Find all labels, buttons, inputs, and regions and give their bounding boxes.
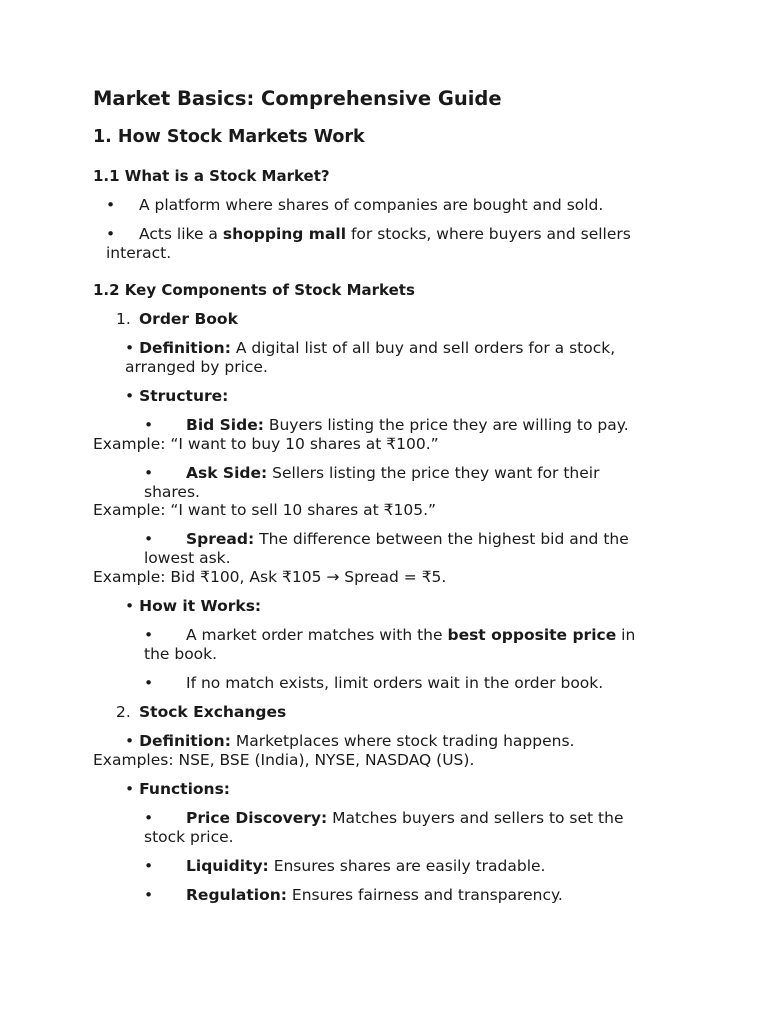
list-item-title: Order Book [139, 310, 238, 328]
list-item: A platform where shares of companies are bought and sold. [139, 196, 604, 214]
list-item: • Definition: A digital list of all buy and sell orders for a stock, [125, 339, 616, 357]
bullet: • [144, 857, 154, 875]
list-item-title: Stock Exchanges [139, 703, 287, 721]
list-item: A market order matches with the best opposite price in [186, 626, 636, 644]
list-item-continuation: interact. [106, 244, 172, 262]
list-item-continuation: lowest ask. [144, 549, 231, 567]
section-heading: 1. How Stock Markets Work [93, 127, 365, 147]
bullet: • [144, 886, 154, 904]
list-item: Liquidity: Ensures shares are easily tradable. [186, 857, 546, 875]
document-title: Market Basics: Comprehensive Guide [93, 87, 502, 110]
example-text: Example: “I want to buy 10 shares at ₹100.” [93, 435, 439, 453]
list-item: Spread: The difference between the highest bid and the [186, 530, 629, 548]
list-item: Bid Side: Buyers listing the price they are willing to pay. [186, 416, 629, 434]
list-item-continuation: stock price. [144, 828, 234, 846]
bullet: • [106, 196, 116, 214]
list-number: 2. [116, 703, 131, 721]
list-item: • How it Works: [125, 597, 262, 615]
list-item: • Structure: [125, 387, 229, 405]
list-number: 1. [116, 310, 131, 328]
example-text: Examples: NSE, BSE (India), NYSE, NASDAQ (US). [93, 751, 475, 769]
list-item: Ask Side: Sellers listing the price they want for their [186, 464, 600, 482]
bullet: • [106, 225, 116, 243]
subsection-heading: 1.1 What is a Stock Market? [93, 167, 330, 185]
subsection-heading: 1.2 Key Components of Stock Markets [93, 281, 415, 299]
bullet: • [144, 530, 154, 548]
list-item: • Definition: Marketplaces where stock trading happens. [125, 732, 575, 750]
list-item-continuation: the book. [144, 645, 218, 663]
bullet: • [144, 626, 154, 644]
bullet: • [144, 809, 154, 827]
example-text: Example: Bid ₹100, Ask ₹105 → Spread = ₹5. [93, 568, 447, 586]
list-item-continuation: shares. [144, 483, 200, 501]
bullet: • [144, 464, 154, 482]
bullet: • [144, 674, 154, 692]
list-item: Regulation: Ensures fairness and transparency. [186, 886, 563, 904]
list-item: If no match exists, limit orders wait in the order book. [186, 674, 604, 692]
list-item-continuation: arranged by price. [125, 358, 268, 376]
list-item: Price Discovery: Matches buyers and sellers to set the [186, 809, 624, 827]
bullet: • [144, 416, 154, 434]
list-item: • Functions: [125, 780, 230, 798]
list-item: Acts like a shopping mall for stocks, where buyers and sellers [139, 225, 631, 243]
example-text: Example: “I want to sell 10 shares at ₹105.” [93, 501, 437, 519]
